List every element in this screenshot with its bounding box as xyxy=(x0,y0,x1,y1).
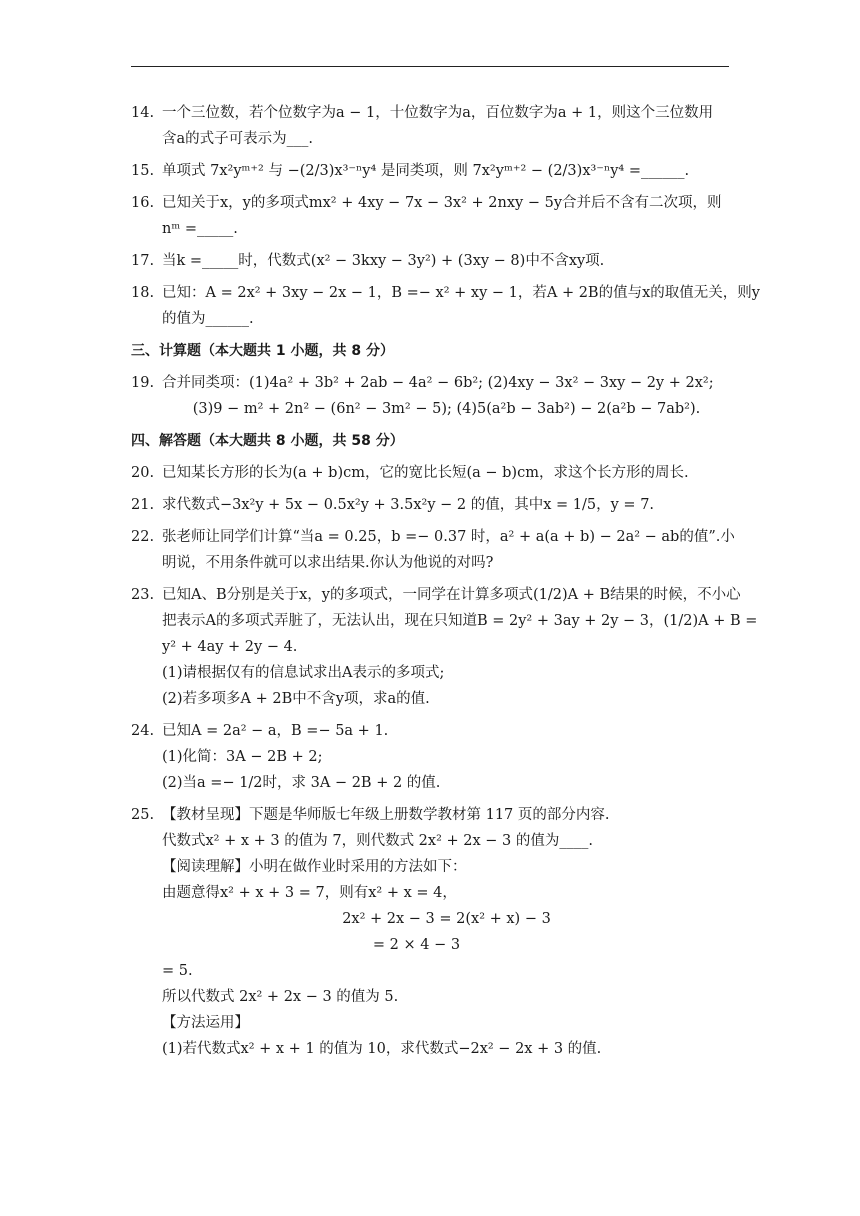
question-text: 已知：A = 2x² + 3xy − 2x − 1，B =− x² + xy − 1，若A + 2B的值与x的取值无关，则y xyxy=(162,285,760,301)
question-15 xyxy=(131,158,731,184)
question-text: 当k =_____时，代数式(x² − 3kxy − 3y²) + (3xy − 8)中不含xy项. xyxy=(162,253,605,269)
question-text: 单项式 7x²yᵐ⁺² 与 −(2/3)x³⁻ⁿy⁴ 是同类项，则 7x²yᵐ⁺² − (2/3)x³⁻ⁿy⁴ =______. xyxy=(162,163,690,179)
question-number: 19. xyxy=(131,375,155,391)
question-23 xyxy=(131,582,758,712)
question-24 xyxy=(131,718,731,796)
question-text: 的值为______. xyxy=(162,311,254,327)
question-text: 把表示A的多项式弄脏了，无法认出，现在只知道B = 2y² + 3ay + 2y − 3，(1/2)A + B = xyxy=(162,613,758,629)
question-number: 25. xyxy=(131,807,155,823)
header-rule xyxy=(131,66,729,67)
question-text: 已知某长方形的长为(a + b)cm，它的宽比长短(a − b)cm，求这个长方形的周长. xyxy=(162,465,689,481)
sub-question: (1)请根据仅有的信息试求出A表示的多项式; xyxy=(162,665,445,681)
reading-heading: 【阅读理解】小明在做作业时采用的方法如下： xyxy=(162,859,467,875)
question-text: 含a的式子可表示为___. xyxy=(162,131,314,147)
sub-question: (1)若代数式x² + x + 1 的值为 10，求代数式−2x² − 2x + 3 的值. xyxy=(162,1041,602,1057)
solution-conclusion: 所以代数式 2x² + 2x − 3 的值为 5. xyxy=(162,989,399,1005)
question-19 xyxy=(131,370,731,422)
question-text: (3)9 − m² + 2n² − (6n² − 3m² − 5); (4)5(a²b − 3ab²) − 2(a²b − 7ab²). xyxy=(192,401,701,417)
question-number: 18. xyxy=(131,285,155,301)
question-text: 已知关于x，y的多项式mx² + 4xy − 7x − 3x² + 2nxy − 5y合并后不含有二次项，则 xyxy=(162,195,722,211)
question-text: nᵐ =_____. xyxy=(162,221,238,237)
question-text: 【教材呈现】下题是华师版七年级上册数学教材第 117 页的部分内容. xyxy=(162,807,610,823)
question-number: 15. xyxy=(131,163,155,179)
sub-question: (2)当a =− 1/2时，求 3A − 2B + 2 的值. xyxy=(162,775,441,791)
sub-question: (2)若多项多A + 2B中不含y项，求a的值. xyxy=(162,691,430,707)
question-number: 16. xyxy=(131,195,155,211)
solution-step: 由题意得x² + x + 3 = 7，则有x² + x = 4， xyxy=(162,885,457,901)
solution-equation: = 2 × 4 − 3 xyxy=(372,937,461,953)
question-number: 23. xyxy=(131,587,155,603)
question-20 xyxy=(131,460,731,486)
worksheet-page xyxy=(131,100,760,1068)
section-heading-calculation: 三、计算题（本大题共 1 小题，共 8 分） xyxy=(131,343,394,359)
question-25 xyxy=(131,802,731,1062)
question-number: 14. xyxy=(131,105,155,121)
question-18 xyxy=(131,280,760,332)
question-text: 代数式x² + x + 3 的值为 7，则代数式 2x² + 2x − 3 的值为____. xyxy=(162,833,593,849)
question-text: 一个三位数，若个位数字为a − 1，十位数字为a，百位数字为a + 1，则这个三位数用 xyxy=(162,105,714,121)
question-text: 已知A、B分别是关于x，y的多项式，一同学在计算多项式(1/2)A + B结果的时候，不小心 xyxy=(162,587,741,603)
solution-equation: = 5. xyxy=(162,963,193,979)
question-17 xyxy=(131,248,731,274)
section-heading-answers: 四、解答题（本大题共 8 小题，共 58 分） xyxy=(131,433,404,449)
question-number: 17. xyxy=(131,253,155,269)
question-21 xyxy=(131,492,731,518)
question-text: 明说，不用条件就可以求出结果.你认为他说的对吗? xyxy=(162,555,494,571)
question-number: 22. xyxy=(131,529,155,545)
question-16 xyxy=(131,190,731,242)
question-number: 21. xyxy=(131,497,155,513)
solution-equation: 2x² + 2x − 3 = 2(x² + x) − 3 xyxy=(342,911,551,927)
question-text: 求代数式−3x²y + 5x − 0.5x²y + 3.5x²y − 2 的值，其中x = 1/5，y = 7. xyxy=(162,497,655,513)
question-text: y² + 4ay + 2y − 4. xyxy=(162,639,298,655)
question-22 xyxy=(131,524,735,576)
question-number: 20. xyxy=(131,465,155,481)
question-text: 合并同类项：(1)4a² + 3b² + 2ab − 4a² − 6b²; (2)4xy − 3x² − 3xy − 2y + 2x²; xyxy=(162,375,714,391)
sub-question: (1)化简：3A − 2B + 2; xyxy=(162,749,323,765)
question-text: 已知A = 2a² − a，B =− 5a + 1. xyxy=(162,723,389,739)
question-text: 张老师让同学们计算“当a = 0.25，b =− 0.37 时，a² + a(a + b) − 2a² − ab的值”.小 xyxy=(162,529,735,545)
question-14 xyxy=(131,100,731,152)
method-heading: 【方法运用】 xyxy=(162,1015,249,1031)
question-number: 24. xyxy=(131,723,155,739)
